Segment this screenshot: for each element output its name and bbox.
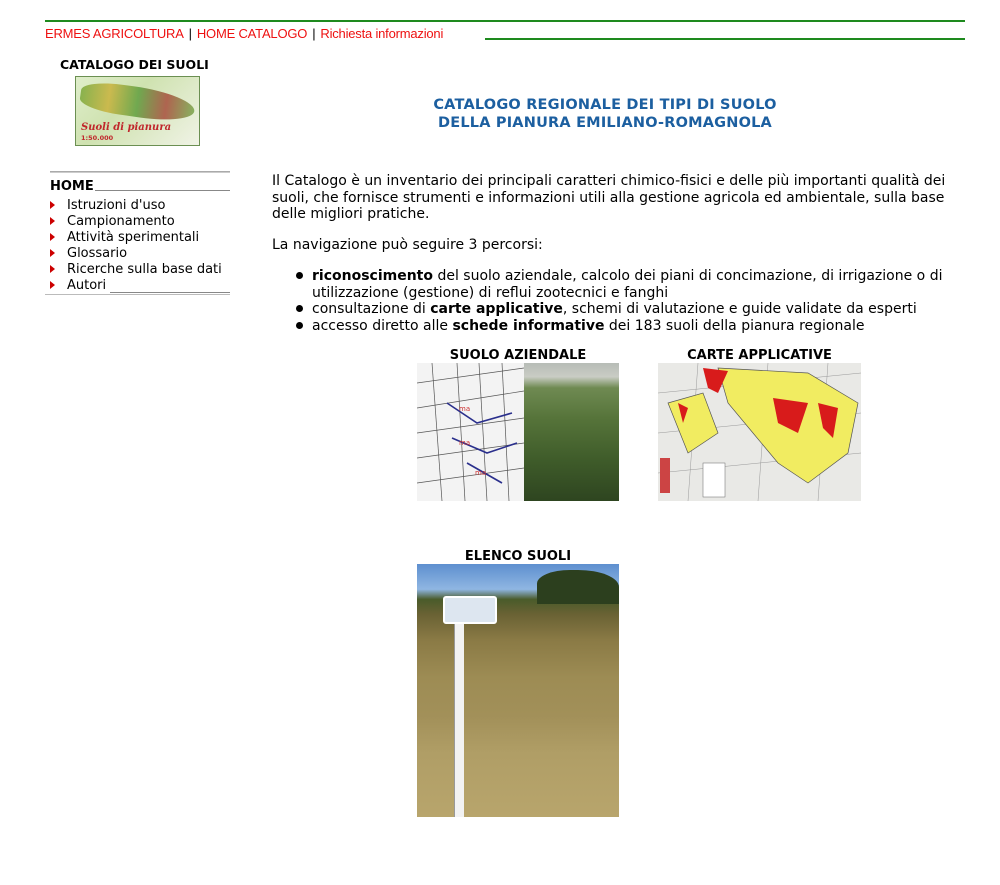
region-map-shape	[78, 79, 196, 125]
map-lines-graphic	[417, 363, 524, 501]
menu-divider	[110, 292, 230, 293]
nav-green-rule	[485, 38, 965, 40]
sidebar-item-ricerche[interactable]	[50, 262, 222, 278]
catalog-logo-image[interactable]	[75, 76, 200, 146]
menu-divider	[45, 294, 230, 295]
top-green-rule	[45, 20, 965, 22]
logo-caption: Suoli di pianura	[81, 122, 172, 133]
path-keyword: schede informative	[452, 317, 605, 334]
menu-divider	[95, 190, 230, 191]
ermes-agricoltura-link[interactable]: ERMES AGRICOLTURA	[45, 26, 184, 41]
list-item	[296, 301, 966, 318]
arrow-right-icon	[50, 233, 55, 241]
arrow-right-icon	[50, 217, 55, 225]
profile-tag-shape	[443, 596, 497, 624]
arrow-right-icon	[50, 249, 55, 257]
arrow-right-icon	[50, 265, 55, 273]
intro-paragraph: Il Catalogo è un inventario dei principali caratteri chimico-fisici e delle più importanti qualità dei suoli, che fornisce strumenti e informazioni utili alla gestione agricola ed ambientale, sulla base delle migliori pratiche.	[272, 173, 946, 222]
home-catalogo-link[interactable]: HOME CATALOGO	[196, 26, 308, 41]
page-title-line: CATALOGO REGIONALE DEI TIPI DI SUOLO	[433, 97, 777, 113]
sidebar-item-label: Glossario	[67, 246, 128, 261]
svg-text:ma: ma	[459, 439, 471, 447]
elenco-suoli-image-link[interactable]	[417, 564, 619, 817]
arrow-right-icon	[50, 281, 55, 289]
path-text: accesso diretto alle	[312, 317, 453, 334]
logo-scale: 1:50.000	[81, 134, 114, 142]
bullet-icon	[296, 305, 303, 312]
sidebar-item-glossario[interactable]	[50, 246, 222, 262]
suolo-aziendale-image-link[interactable]	[417, 363, 619, 501]
field-photo	[524, 363, 619, 501]
sidebar-item-label: Campionamento	[67, 214, 175, 229]
sidebar-item-istruzioni[interactable]	[50, 198, 222, 214]
list-item	[296, 268, 966, 301]
bullet-icon	[296, 322, 303, 329]
arrow-right-icon	[50, 201, 55, 209]
soil-profile-photo	[417, 564, 619, 817]
menu-divider	[50, 171, 230, 173]
tree-shape	[537, 570, 619, 604]
svg-text:ma: ma	[475, 469, 487, 477]
sidebar-item-label: Ricerche sulla base dati	[67, 262, 222, 277]
applicative-map-graphic	[658, 363, 861, 501]
applicative-map-image	[658, 363, 861, 501]
path-text: del suolo aziendale, calcolo dei piani di concimazione, di irrigazione o di utilizzazione (gestione) di reflui zootecnici e fanghi	[312, 268, 943, 301]
menu-home-link[interactable]: HOME	[50, 179, 94, 194]
sidebar-item-label: Autori	[67, 278, 107, 293]
cadastral-map-image	[417, 363, 524, 501]
sidebar-item-label: Istruzioni d'uso	[67, 198, 166, 213]
tile-label-elenco-suoli: ELENCO SUOLI	[464, 549, 572, 564]
sidebar-menu	[50, 198, 222, 294]
top-nav	[45, 26, 443, 41]
svg-text:ma: ma	[459, 405, 471, 413]
list-item	[296, 318, 966, 335]
carte-applicative-image-link[interactable]	[658, 363, 861, 501]
nav-separator: |	[312, 26, 316, 41]
tile-label-suolo-aziendale: SUOLO AZIENDALE	[449, 348, 587, 363]
tile-label-carte-applicative: CARTE APPLICATIVE	[687, 348, 832, 363]
richiesta-informazioni-link[interactable]: Richiesta informazioni	[320, 26, 444, 41]
nav-separator: |	[188, 26, 192, 41]
sidebar-item-attivita[interactable]	[50, 230, 222, 246]
sidebar-item-campionamento[interactable]	[50, 214, 222, 230]
sidebar-title: CATALOGO DEI SUOLI	[60, 57, 209, 72]
page-title	[395, 96, 815, 132]
path-keyword: carte applicative	[430, 301, 563, 317]
ruler-shape	[454, 606, 464, 817]
bullet-icon	[296, 272, 303, 279]
path-text: , schemi di valutazione e guide validate da esperti	[562, 301, 917, 317]
sidebar-item-label: Attività sperimentali	[67, 230, 200, 245]
path-keyword: riconoscimento	[312, 268, 433, 284]
page-title-line: DELLA PIANURA EMILIANO-ROMAGNOLA	[438, 115, 772, 131]
path-text: dei 183 suoli della pianura regionale	[604, 317, 865, 334]
path-text: consultazione di	[312, 301, 431, 317]
navigation-paths-list	[296, 268, 966, 334]
navigation-intro: La navigazione può seguire 3 percorsi:	[272, 237, 543, 253]
